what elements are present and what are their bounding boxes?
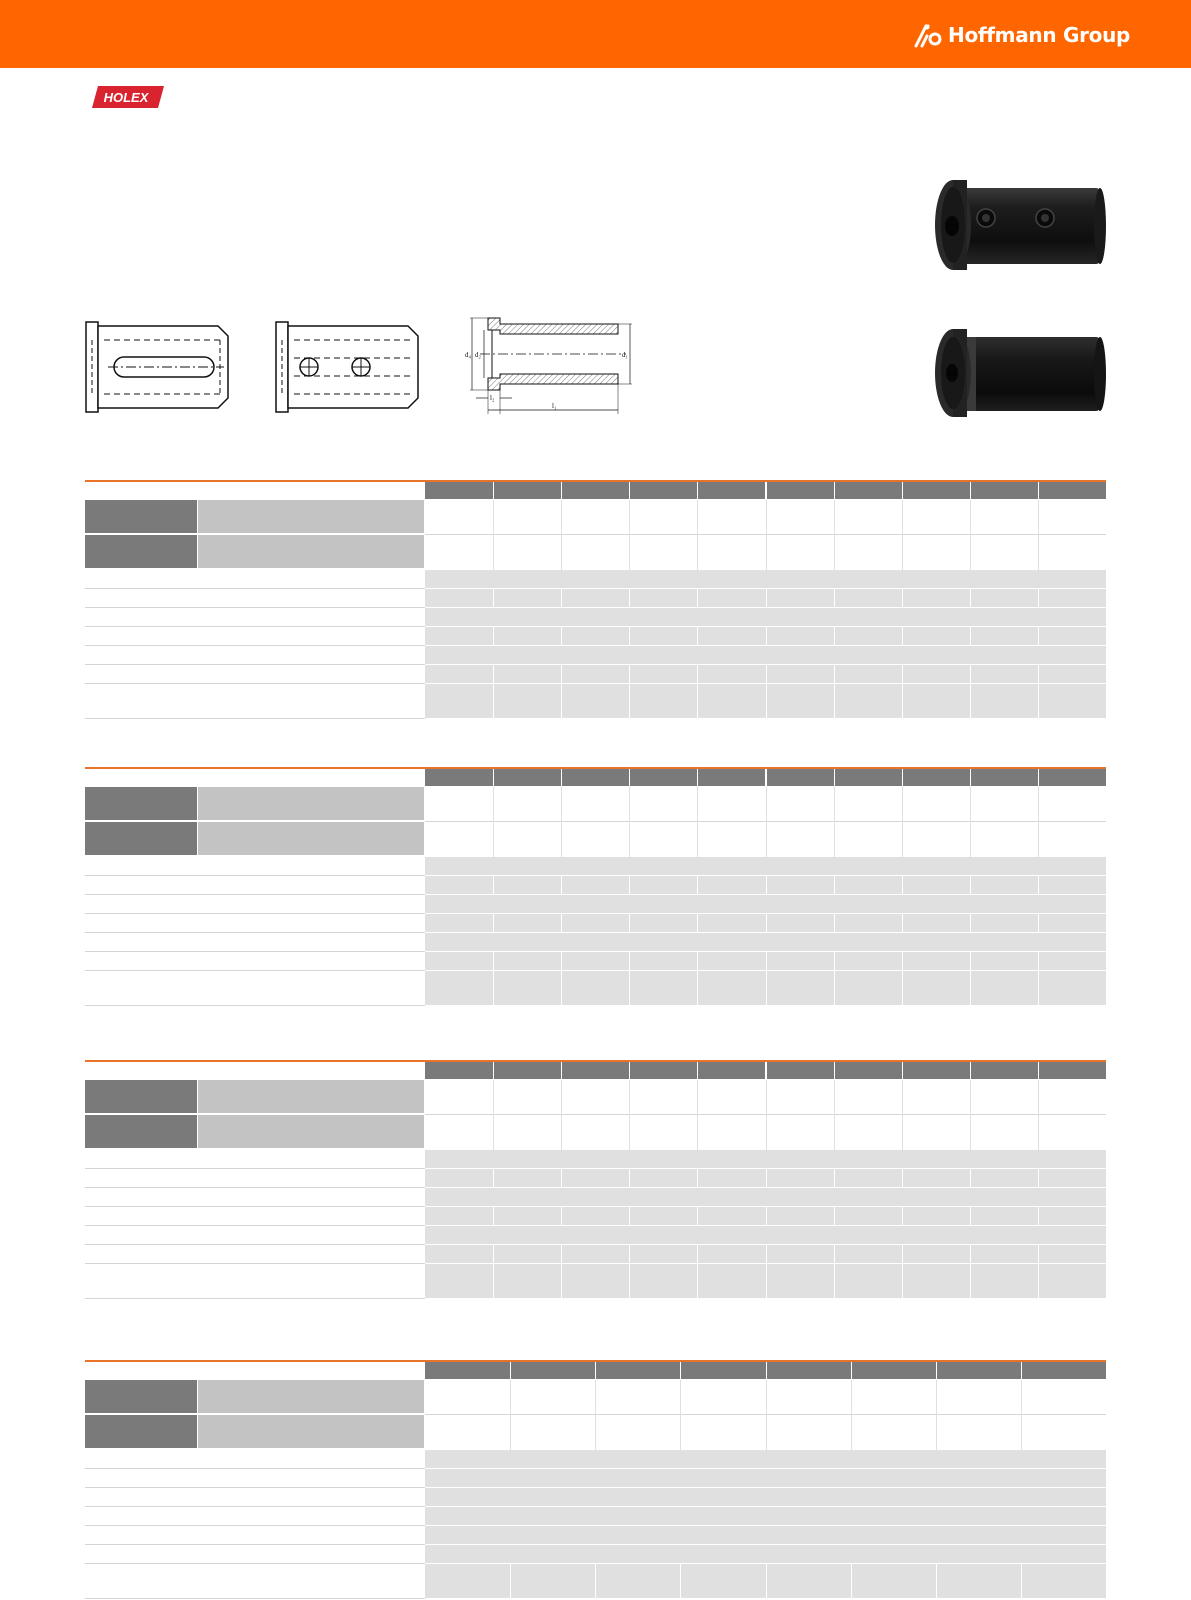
data-row-band [425,1188,1106,1206]
column-divider [902,1169,903,1187]
column-divider [493,1169,494,1187]
column-divider [629,914,630,932]
row-key-light [198,1415,424,1448]
row-divider [85,1168,425,1169]
column-header-cell [835,1062,902,1079]
column-divider [595,1380,596,1450]
holex-logo-text: HOLEX [103,90,149,105]
column-divider [766,952,767,970]
column-divider [970,971,971,1005]
column-divider [493,971,494,1005]
column-header-cell [835,482,902,499]
column-divider [1038,1080,1039,1150]
row-divider [85,588,425,589]
column-divider [561,665,562,683]
column-divider [970,1264,971,1298]
row-key-light [198,535,424,568]
column-divider [493,589,494,607]
column-divider [1038,500,1039,570]
column-divider [697,914,698,932]
dim-label-l2: l₂ [490,394,495,402]
row-divider [85,932,425,933]
column-divider [970,684,971,718]
data-row-band [425,570,1106,588]
column-divider [1038,1245,1039,1263]
column-divider [1038,952,1039,970]
column-header-cell [767,482,834,499]
spec-table [85,1360,1106,1600]
brand[interactable] [914,20,1130,50]
column-divider [766,914,767,932]
column-divider [834,1169,835,1187]
column-divider [561,684,562,718]
row-key-dark [85,787,197,820]
column-divider [697,1207,698,1225]
column-divider [1038,1264,1039,1298]
column-divider [766,500,767,570]
row-key-light [198,500,424,533]
column-divider [629,876,630,894]
column-divider [561,1169,562,1187]
row-key-dark [85,1380,197,1413]
row-divider [85,607,425,608]
row-key-dark [85,1080,197,1113]
column-header-cell [767,1362,851,1379]
column-divider [561,1080,562,1150]
data-row-band [425,1545,1106,1563]
column-divider [697,627,698,645]
column-divider [834,1245,835,1263]
column-divider [493,665,494,683]
column-divider [493,684,494,718]
column-divider [697,665,698,683]
column-divider [561,1245,562,1263]
column-divider [493,1264,494,1298]
column-divider [493,1245,494,1263]
column-divider [697,952,698,970]
data-row-band [425,646,1106,664]
column-divider [1038,665,1039,683]
data-row-band [425,1226,1106,1244]
column-divider [629,500,630,570]
dim-label-l1: l₁ [552,402,557,410]
column-divider [970,1169,971,1187]
column-header-cell [425,769,493,786]
row-divider [85,1468,425,1469]
column-header-cell [852,1362,936,1379]
column-divider [834,876,835,894]
column-divider [697,500,698,570]
row-divider [85,970,425,971]
row-divider [85,1206,425,1207]
column-header-cell [1039,769,1106,786]
row-key-dark [85,822,197,855]
column-header-cell [596,1362,680,1379]
column-header-cell [425,1362,510,1379]
column-header-cell [494,769,561,786]
row-key-dark [85,1115,197,1148]
column-header-cell [767,1062,834,1079]
data-row-band [425,1488,1106,1506]
column-divider [561,787,562,857]
column-divider [834,1264,835,1298]
column-divider [697,876,698,894]
column-divider [629,1264,630,1298]
column-divider [851,1380,852,1450]
technical-drawing-screws [274,320,420,414]
data-row-band [425,1450,1106,1468]
column-divider [595,1564,596,1598]
column-divider [629,971,630,1005]
row-divider [85,875,425,876]
column-divider [902,589,903,607]
row-divider [85,664,425,665]
column-divider [629,1245,630,1263]
column-divider [629,1080,630,1150]
column-divider [936,1380,937,1450]
column-divider [766,1207,767,1225]
row-divider [85,626,425,627]
column-divider [493,1080,494,1150]
data-row-band [425,608,1106,626]
column-divider [902,914,903,932]
row-divider [85,718,425,719]
row-key-light [198,787,424,820]
column-divider [629,1207,630,1225]
column-divider [834,627,835,645]
column-divider [970,589,971,607]
column-divider [510,1564,511,1598]
column-header-cell [698,482,765,499]
column-divider [902,500,903,570]
column-header-cell [562,1062,629,1079]
column-divider [834,500,835,570]
column-divider [697,1080,698,1150]
column-divider [629,787,630,857]
row-divider [85,1225,425,1226]
column-divider [834,971,835,1005]
row-key-light [198,1115,424,1148]
column-divider [629,665,630,683]
column-divider [851,1564,852,1598]
column-divider [1038,1169,1039,1187]
column-divider [697,589,698,607]
row-key-dark [85,1415,197,1448]
column-header-cell [1022,1362,1106,1379]
row-key-dark [85,500,197,533]
column-divider [766,787,767,857]
column-divider [629,589,630,607]
column-divider [902,1080,903,1150]
column-divider [493,1207,494,1225]
column-divider [493,952,494,970]
column-header-cell [937,1362,1021,1379]
row-key-dark [85,535,197,568]
column-divider [629,684,630,718]
column-divider [766,1380,767,1450]
column-divider [970,876,971,894]
data-row-band [425,857,1106,875]
row-divider [85,1187,425,1188]
column-divider [834,665,835,683]
row-key-light [198,1080,424,1113]
column-divider [970,665,971,683]
column-divider [1038,787,1039,857]
column-divider [902,1264,903,1298]
column-divider [561,971,562,1005]
column-divider [493,787,494,857]
column-divider [902,627,903,645]
column-divider [834,952,835,970]
column-header-cell [903,1062,970,1079]
column-header-cell [767,769,834,786]
column-header-cell [630,1062,697,1079]
row-key-light [198,1380,424,1413]
column-divider [1038,876,1039,894]
column-header-cell [903,769,970,786]
column-header-cell [511,1362,595,1379]
column-divider [697,1169,698,1187]
row-divider [85,894,425,895]
column-divider [902,952,903,970]
column-divider [970,914,971,932]
column-divider [936,1564,937,1598]
column-divider [902,971,903,1005]
column-divider [834,589,835,607]
column-divider [766,876,767,894]
column-divider [970,627,971,645]
row-divider [85,1263,425,1264]
row-divider [85,1005,425,1006]
column-divider [680,1564,681,1598]
column-divider [902,1207,903,1225]
column-divider [902,787,903,857]
column-divider [834,914,835,932]
column-divider [766,1169,767,1187]
column-divider [561,952,562,970]
column-divider [834,787,835,857]
row-divider [85,1544,425,1545]
column-divider [697,787,698,857]
column-divider [970,1245,971,1263]
row-divider [85,1506,425,1507]
row-divider [85,1525,425,1526]
column-header-cell [1039,1062,1106,1079]
column-divider [561,876,562,894]
column-divider [1038,1207,1039,1225]
row-divider [85,1598,425,1599]
column-divider [766,971,767,1005]
column-header-cell [835,769,902,786]
product-photo-bore [934,178,1106,273]
column-header-cell [971,769,1038,786]
column-divider [766,665,767,683]
column-divider [1038,589,1039,607]
brand-name: Hoffmann Group [948,23,1131,47]
column-divider [561,1207,562,1225]
column-divider [902,684,903,718]
column-divider [629,1169,630,1187]
row-key-light [198,822,424,855]
column-divider [629,952,630,970]
column-divider [1038,627,1039,645]
column-divider [766,589,767,607]
column-header-cell [425,482,493,499]
column-divider [697,1264,698,1298]
column-divider [561,914,562,932]
column-divider [1021,1564,1022,1598]
column-divider [510,1380,511,1450]
column-divider [902,665,903,683]
row-divider [85,645,425,646]
row-divider [85,951,425,952]
dim-label-d2: d₂ [475,351,481,359]
column-divider [902,876,903,894]
column-divider [902,1245,903,1263]
column-divider [697,684,698,718]
column-divider [680,1380,681,1450]
spec-table [85,767,1106,1007]
data-row-band [425,1469,1106,1487]
column-divider [970,952,971,970]
column-header-cell [494,482,561,499]
column-divider [697,1245,698,1263]
column-divider [834,1207,835,1225]
column-divider [970,1207,971,1225]
data-row-band [425,1526,1106,1544]
column-header-cell [698,769,765,786]
column-header-cell [971,482,1038,499]
row-divider [85,1298,425,1299]
column-header-cell [425,1062,493,1079]
column-divider [766,1564,767,1598]
row-divider [85,683,425,684]
column-divider [766,1245,767,1263]
column-divider [493,914,494,932]
column-divider [493,876,494,894]
column-divider [970,500,971,570]
data-row-band [425,895,1106,913]
data-row-band [425,1507,1106,1525]
technical-drawing-section [462,312,652,420]
column-header-cell [971,1062,1038,1079]
column-header-cell [1039,482,1106,499]
column-divider [697,971,698,1005]
column-divider [629,627,630,645]
column-divider [1038,971,1039,1005]
product-photo-flat [934,327,1106,419]
dim-label-d1: d₁ [622,351,628,359]
column-divider [1038,914,1039,932]
row-divider [85,1487,425,1488]
column-header-cell [562,482,629,499]
column-divider [766,1080,767,1150]
column-header-cell [630,769,697,786]
holex-logo [92,84,166,110]
row-divider [85,1244,425,1245]
column-header-cell [903,482,970,499]
technical-drawing-slot [84,320,230,414]
data-row-band [425,933,1106,951]
dim-label-d4: d₄ [465,351,471,359]
column-divider [970,787,971,857]
column-divider [766,1264,767,1298]
column-header-cell [562,769,629,786]
data-row-band [425,1150,1106,1168]
row-divider [85,1563,425,1564]
spec-table [85,1060,1106,1300]
spec-table [85,480,1106,720]
column-divider [561,589,562,607]
column-divider [1021,1380,1022,1450]
column-divider [561,1264,562,1298]
column-divider [493,627,494,645]
column-header-cell [681,1362,765,1379]
column-divider [766,684,767,718]
column-header-cell [698,1062,765,1079]
column-divider [970,1080,971,1150]
column-divider [561,627,562,645]
column-divider [561,500,562,570]
hoffmann-group-logo-icon [914,22,942,48]
column-divider [766,627,767,645]
header-bar [0,0,1191,68]
column-header-cell [630,482,697,499]
column-header-cell [494,1062,561,1079]
column-divider [1038,684,1039,718]
column-divider [834,684,835,718]
column-divider [493,500,494,570]
row-divider [85,913,425,914]
column-divider [834,1080,835,1150]
